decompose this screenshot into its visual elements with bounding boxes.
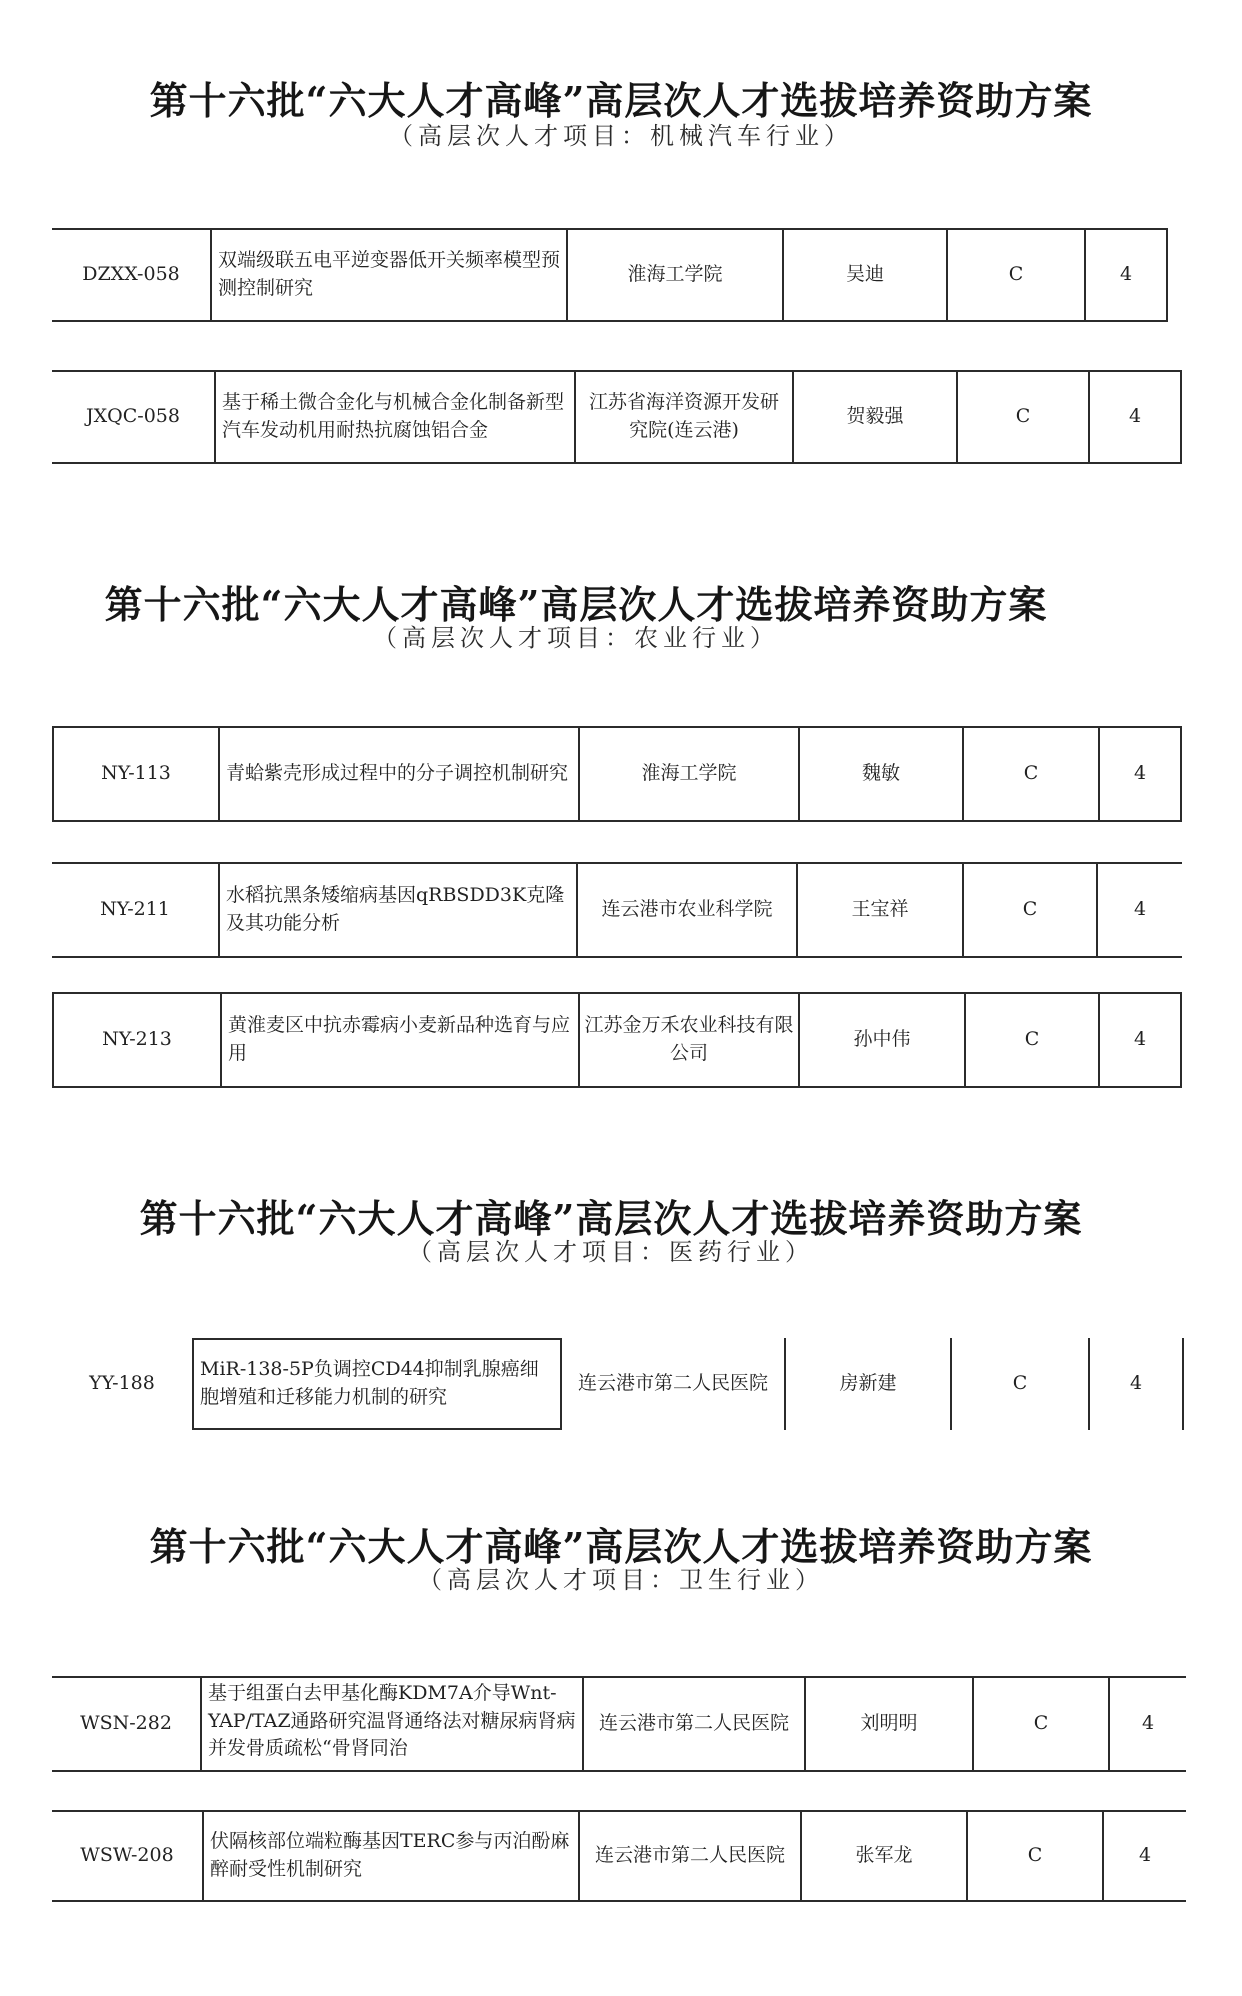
project-title: MiR-138-5P负调控CD44抑制乳腺癌细胞增殖和迁移能力机制的研究 [192,1338,562,1430]
section-title: 第十六批“六大人才高峰”高层次人才选拔培养资助方案 [149,1524,1093,1569]
funding-amount: 4 [1098,994,1180,1086]
funding-amount: 4 [1102,1812,1186,1900]
unit-name: 连云港市第二人民医院 [578,1812,800,1900]
project-code: WSW-208 [80,1844,174,1867]
grade: C [966,1812,1102,1900]
section-subtitle: （高层次人才项目：机械汽车行业） [389,122,853,150]
section-title: 第十六批“六大人才高峰”高层次人才选拔培养资助方案 [139,1196,1083,1241]
funding-amount: 4 [1096,864,1182,956]
table-row [52,1810,1186,1902]
section-title: 第十六批“六大人才高峰”高层次人才选拔培养资助方案 [104,582,1048,627]
project-title: 黄淮麦区中抗赤霉病小麦新品种选育与应用 [220,994,578,1086]
person-name: 孙中伟 [798,994,964,1086]
table-row [52,992,1182,1088]
table-row [52,726,1182,822]
project-title: 双端级联五电平逆变器低开关频率模型预测控制研究 [210,230,566,320]
section-subtitle: （高层次人才项目：卫生行业） [418,1566,824,1594]
funding-amount: 4 [1108,1678,1186,1770]
project-title: 伏隔核部位端粒酶基因TERC参与丙泊酚麻醉耐受性机制研究 [202,1812,578,1900]
funding-amount: 4 [1088,372,1182,462]
table-row [52,1338,1186,1430]
table-row [52,228,1168,322]
funding-amount: 4 [1084,230,1168,320]
project-code: NY-211 [100,898,170,921]
grade: C [964,994,1098,1086]
grade: C [956,372,1088,462]
grade: C [950,1338,1088,1430]
funding-amount: 4 [1088,1338,1184,1430]
project-code: WSN-282 [80,1712,172,1735]
unit-name: 江苏金万禾农业科技有限公司 [578,994,798,1086]
grade: C [962,864,1096,956]
unit-name: 连云港市第二人民医院 [582,1678,804,1770]
grade: C [962,728,1098,820]
table-row [52,862,1182,958]
person-name: 张军龙 [800,1812,966,1900]
section-title: 第十六批“六大人才高峰”高层次人才选拔培养资助方案 [149,78,1093,123]
person-name: 刘明明 [804,1678,972,1770]
unit-name: 连云港市第二人民医院 [577,1372,768,1395]
person-name: 房新建 [784,1338,950,1430]
funding-amount: 4 [1098,728,1180,820]
unit-name: 江苏省海洋资源开发研究院(连云港) [574,372,792,462]
project-code: DZXX-058 [82,263,180,286]
unit-name: 连云港市农业科学院 [576,864,796,956]
section-subtitle: （高层次人才项目：医药行业） [408,1238,814,1266]
project-code: NY-113 [101,762,171,785]
project-code: JXQC-058 [86,405,180,428]
project-title: 基于稀土微合金化与机械合金化制备新型汽车发动机用耐热抗腐蚀铝合金 [214,372,574,462]
section-subtitle: （高层次人才项目：农业行业） [373,624,779,652]
table-row [52,370,1182,464]
unit-name: 淮海工学院 [566,230,782,320]
person-name: 王宝祥 [796,864,962,956]
project-title: 青蛤紫壳形成过程中的分子调控机制研究 [218,728,578,820]
project-title: 基于组蛋白去甲基化酶KDM7A介导Wnt-YAP/TAZ通路研究温肾通络法对糖尿病肾病并发骨质疏松“骨肾同治 [200,1678,582,1770]
project-code: NY-213 [102,1028,172,1051]
person-name: 魏敏 [798,728,962,820]
grade: C [972,1678,1108,1770]
grade: C [946,230,1084,320]
person-name: 贺毅强 [792,372,956,462]
project-title: 水稻抗黑条矮缩病基因qRBSDD3K克隆及其功能分析 [218,864,576,956]
person-name: 吴迪 [782,230,946,320]
project-code: YY-188 [89,1372,155,1395]
table-row [52,1676,1186,1772]
unit-name: 淮海工学院 [578,728,798,820]
